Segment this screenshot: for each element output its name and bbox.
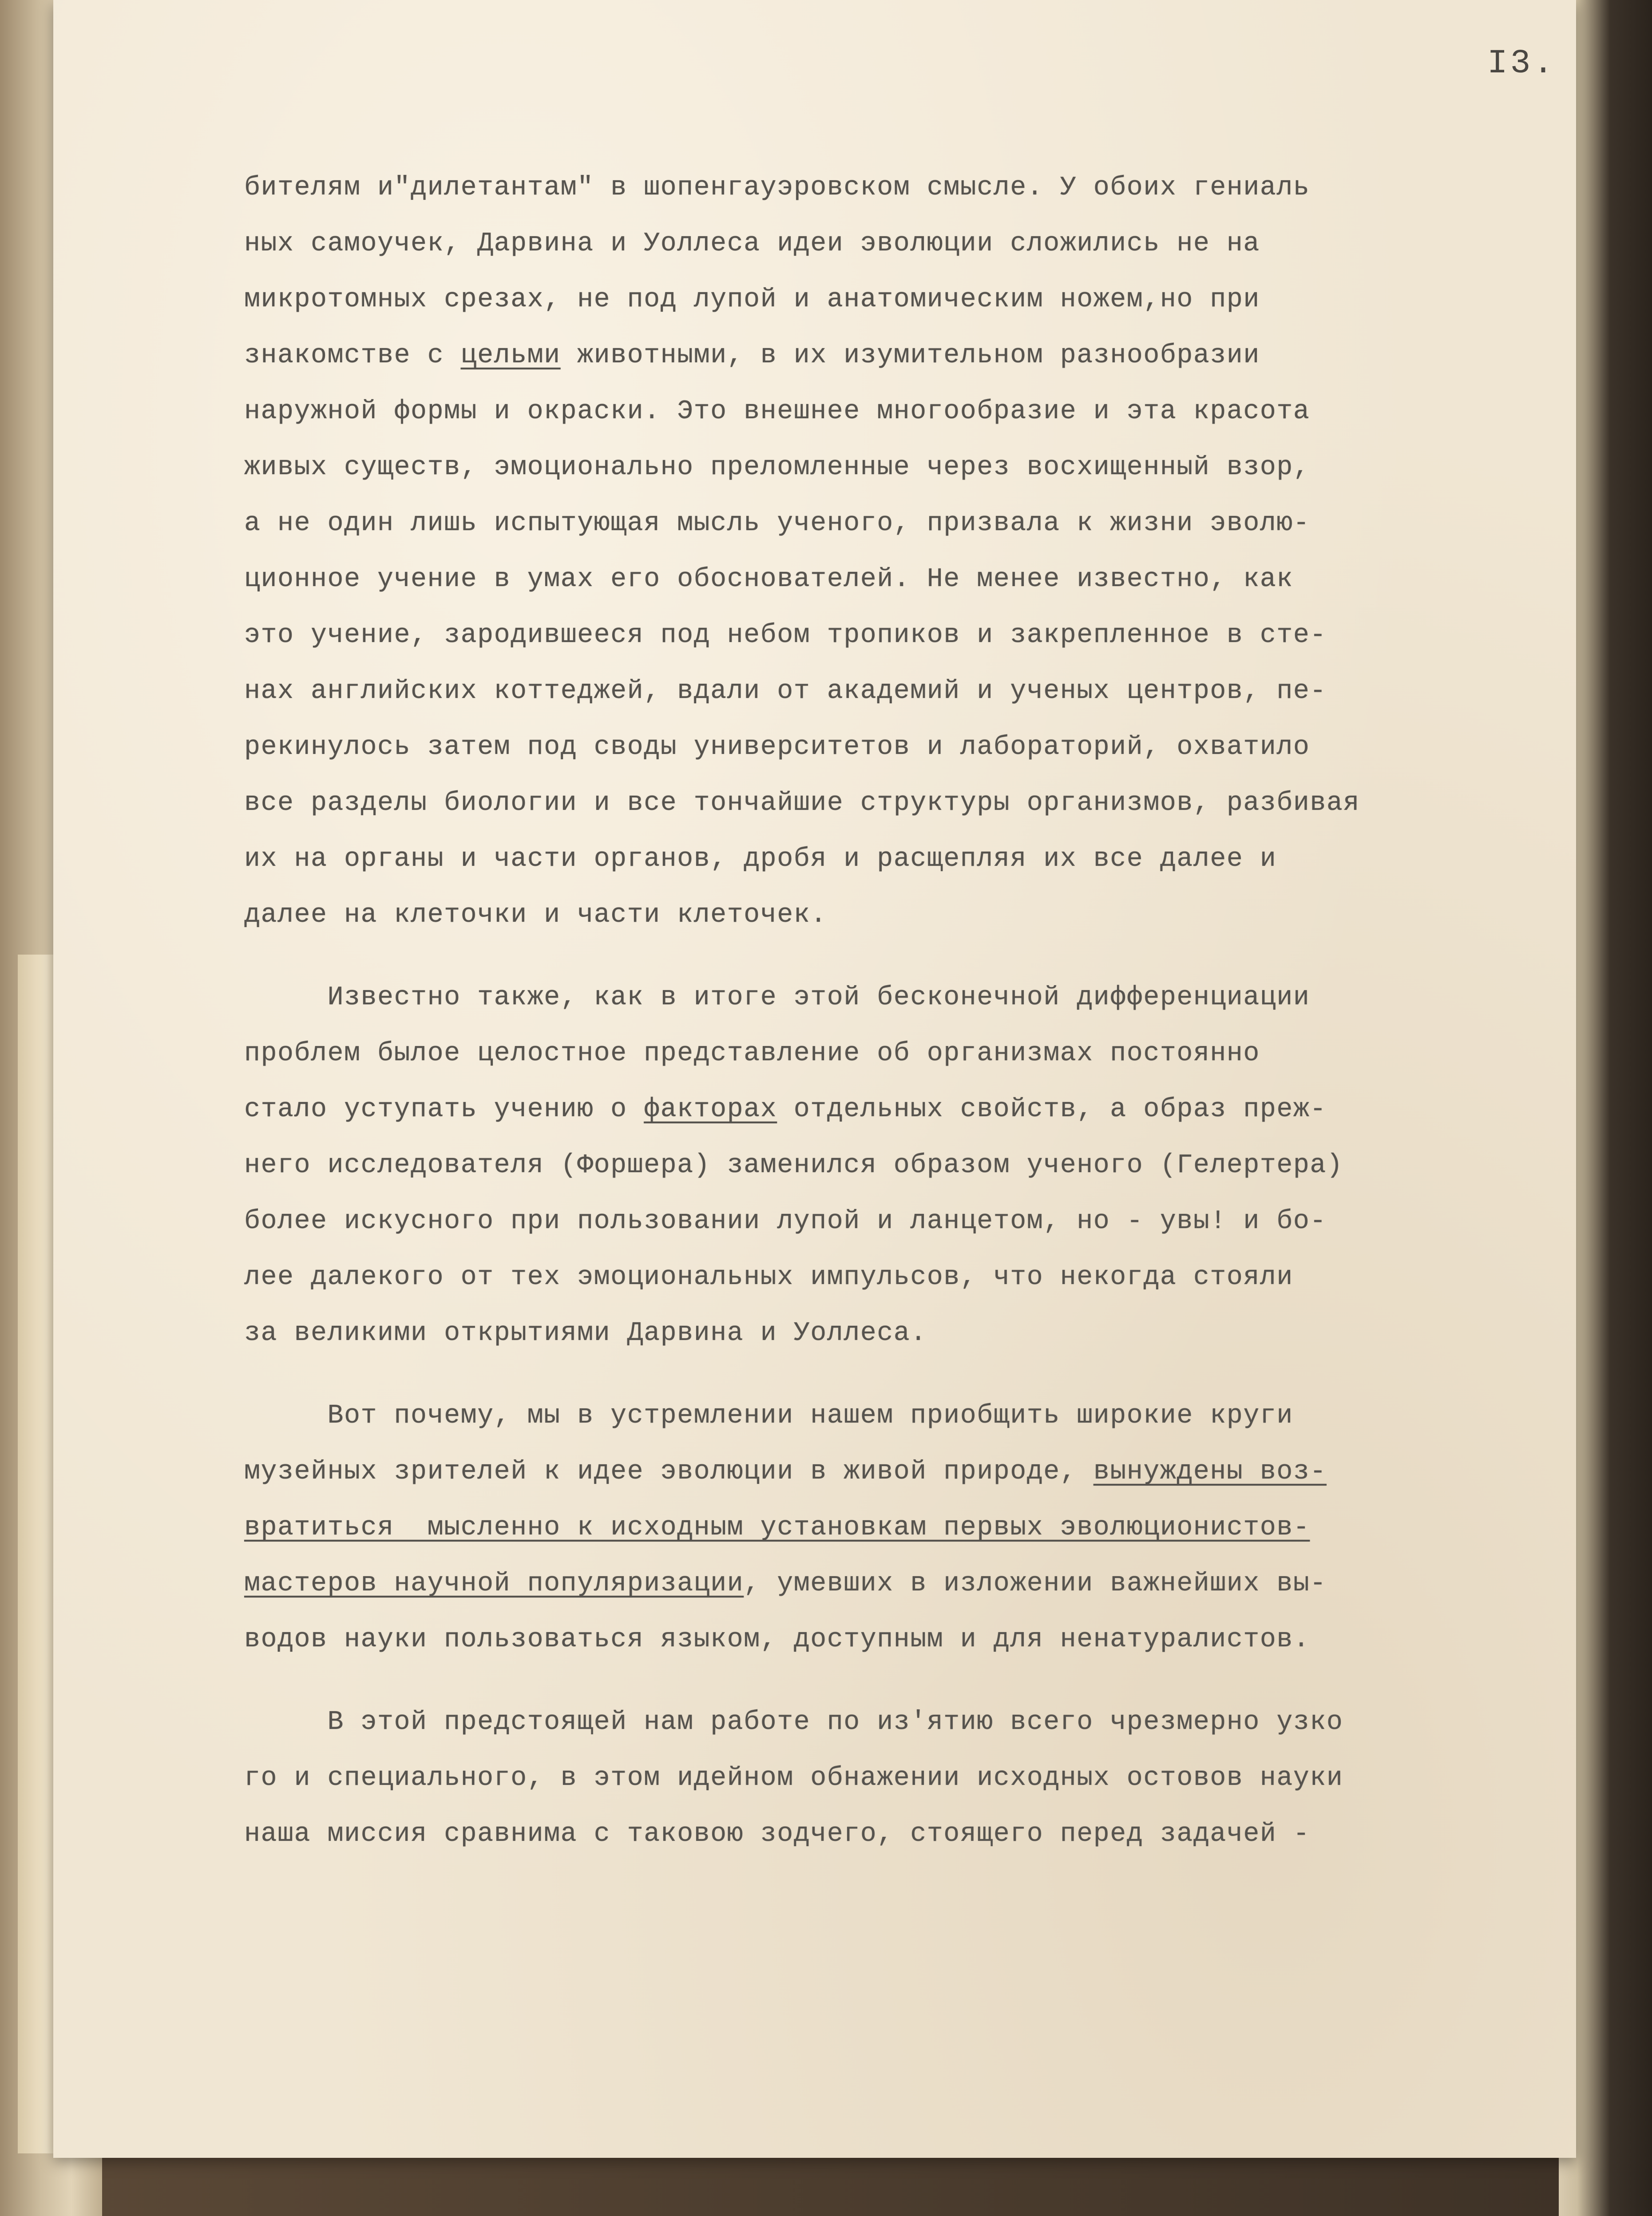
text-line: наша миссия сравнима с таковою зодчего, стоящего перед задачей - <box>244 1819 1310 1849</box>
underlined-text: вынуждены воз- <box>1093 1457 1327 1487</box>
text-line: далее на клеточки и части клеточек. <box>244 900 827 930</box>
text-line: ционное учение в умах его обоснователей. Не менее известно, как <box>244 564 1293 595</box>
text-line <box>244 1444 1576 1500</box>
text-line: Известно также, как в итоге этой бесконечной дифференциации <box>244 983 1310 1013</box>
text-line: наружной формы и окраски. Это внешнее многообразие и эта красота <box>244 396 1310 427</box>
text-line <box>244 328 1576 384</box>
text-line: го и специального, в этом идейном обнажении исходных остовов науки <box>244 1763 1343 1793</box>
text-line: нах английских коттеджей, вдали от академий и ученых центров, пе- <box>244 676 1327 706</box>
text-line: микротомных срезах, не под лупой и анатомическим ножем,но при <box>244 285 1260 315</box>
text-line <box>244 1082 1576 1138</box>
paragraph-gap <box>244 1361 1576 1388</box>
page-body-text <box>244 160 1576 1862</box>
text-line: все разделы биологии и все тончайшие структуры организмов, разбивая <box>244 788 1360 818</box>
text-line: водов науки пользоваться языком, доступным и для ненатуралистов. <box>244 1625 1310 1655</box>
text-line: проблем былое целостное представление об организмах постоянно <box>244 1039 1260 1069</box>
underlined-text: вратиться мысленно к исходным установкам первых эволюционистов- <box>244 1513 1310 1543</box>
text-line: Вот почему, мы в устремлении нашем приобщить широкие круги <box>244 1401 1293 1431</box>
text-line: это учение, зародившееся под небом тропиков и закрепленное в сте- <box>244 620 1327 650</box>
paragraph-gap <box>244 1668 1576 1694</box>
underlined-text: мастеров научной популяризации <box>244 1569 744 1599</box>
text-line <box>244 1556 1576 1612</box>
text-line <box>244 1500 1576 1556</box>
text-line: а не один лишь испытующая мысль ученого, призвала к жизни эволю- <box>244 508 1310 539</box>
text-line-segment: знакомстве с <box>244 341 461 371</box>
text-line: их на органы и части органов, дробя и расщепляя их все далее и <box>244 844 1277 874</box>
underlined-text: факторах <box>644 1094 777 1125</box>
text-line: рекинулось затем под своды университетов и лабораторий, охватило <box>244 732 1310 762</box>
text-line-segment: стало уступать учению о <box>244 1094 644 1125</box>
paragraph-gap <box>244 943 1576 970</box>
text-line: лее далекого от тех эмоциональных импульсов, что некогда стояли <box>244 1262 1293 1292</box>
underlined-text: цельми <box>460 341 561 371</box>
text-line: бителям и"дилетантам" в шопенгауэровском смысле. У обоих гениаль <box>244 173 1310 203</box>
text-line: за великими открытиями Дарвина и Уоллеса. <box>244 1318 927 1348</box>
typewritten-page <box>53 0 1576 2158</box>
text-line-segment: животными, в их изумительном разнообразии <box>560 341 1260 371</box>
text-line: него исследователя (Форшера) заменился образом ученого (Гелертера) <box>244 1150 1343 1181</box>
text-line-segment: отдельных свойств, а образ преж- <box>777 1094 1327 1125</box>
text-line: ных самоучек, Дарвина и Уоллеса идеи эволюции сложились не на <box>244 229 1260 259</box>
text-line: более искусного при пользовании лупой и ланцетом, но - увы! и бо- <box>244 1206 1327 1237</box>
page-number: I3. <box>1487 44 1556 83</box>
text-line-segment: музейных зрителей к идее эволюции в живой природе, <box>244 1457 1093 1487</box>
text-line-segment: , умевших в изложении важнейших вы- <box>744 1569 1327 1599</box>
text-line: В этой предстоящей нам работе по из'ятию всего чрезмерно узко <box>244 1707 1343 1737</box>
text-line: живых существ, эмоционально преломленные через восхищенный взор, <box>244 452 1310 483</box>
